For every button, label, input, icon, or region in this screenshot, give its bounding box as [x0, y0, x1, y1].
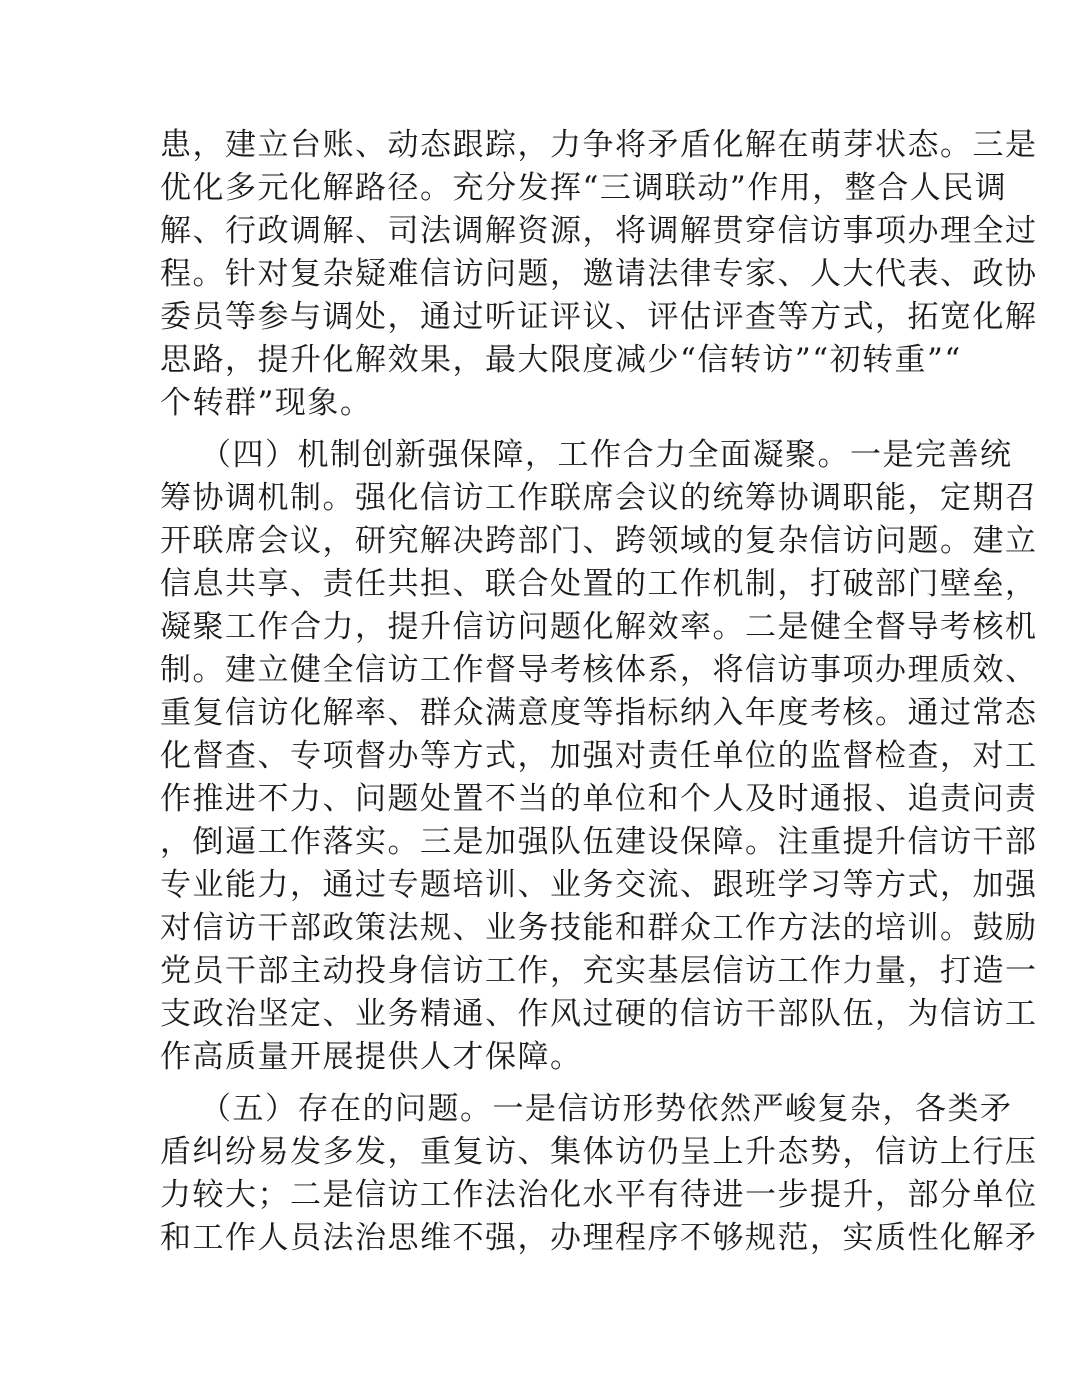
- text-line: 委员等参与调处，通过听证评议、评估评查等方式，拓宽化解: [160, 299, 1038, 335]
- text-line: 患，建立台账、动态跟踪，力争将矛盾化解在萌芽状态。三是: [160, 127, 1038, 163]
- text-line: 对信访干部政策法规、业务技能和群众工作方法的培训。鼓励: [160, 910, 1038, 946]
- text-line: 解、行政调解、司法调解资源，将调解贯穿信访事项办理全过: [160, 213, 1038, 249]
- paragraph-continuation: [160, 124, 1038, 425]
- text-line: 凝聚工作合力，提升信访问题化解效率。二是健全督导考核机: [160, 609, 1038, 645]
- text-line: 力较大；二是信访工作法治化水平有待进一步提升，部分单位: [160, 1177, 1038, 1213]
- text-line: 化督查、专项督办等方式，加强对责任单位的监督检查，对工: [160, 738, 1038, 774]
- text-line: 专业能力，通过专题培训、业务交流、跟班学习等方式，加强: [160, 867, 1038, 903]
- text-line: 支政治坚定、业务精通、作风过硬的信访干部队伍，为信访工: [160, 996, 1038, 1032]
- text-line: 筹协调机制。强化信访工作联席会议的统筹协调职能，定期召: [160, 480, 1038, 516]
- text-line: 个转群”现象。: [160, 385, 373, 421]
- text-line: 作高质量开展提供人才保障。: [160, 1039, 583, 1075]
- text-line: （五）存在的问题。一是信访形势依然严峻复杂，各类矛: [200, 1091, 1013, 1127]
- text-line: 和工作人员法治思维不强，办理程序不够规范，实质性化解矛: [160, 1220, 1038, 1256]
- paragraph-section-four: [160, 434, 1038, 1079]
- text-line: 制。建立健全信访工作督导考核体系，将信访事项办理质效、: [160, 652, 1038, 688]
- text-line: 信息共享、责任共担、联合处置的工作机制，打破部门壁垒，: [160, 566, 1038, 602]
- text-line: 作推进不力、问题处置不当的单位和个人及时通报、追责问责: [160, 781, 1038, 817]
- text-line: ，倒逼工作落实。三是加强队伍建设保障。注重提升信访干部: [160, 824, 1038, 860]
- text-line: 优化多元化解路径。充分发挥“三调联动”作用，整合人民调: [160, 170, 1008, 206]
- text-line: 开联席会议，研究解决跨部门、跨领域的复杂信访问题。建立: [160, 523, 1038, 559]
- text-line: 思路，提升化解效果，最大限度减少“信转访”“初转重”“: [160, 342, 962, 378]
- text-line: 程。针对复杂疑难信访问题，邀请法律专家、人大代表、政协: [160, 256, 1038, 292]
- text-line: 党员干部主动投身信访工作，充实基层信访工作力量，打造一: [160, 953, 1038, 989]
- text-line: （四）机制创新强保障，工作合力全面凝聚。一是完善统: [200, 437, 1013, 473]
- text-line: 重复信访化解率、群众满意度等指标纳入年度考核。通过常态: [160, 695, 1038, 731]
- paragraph-section-five: [160, 1088, 1038, 1260]
- text-line: 盾纠纷易发多发，重复访、集体访仍呈上升态势，信访上行压: [160, 1134, 1038, 1170]
